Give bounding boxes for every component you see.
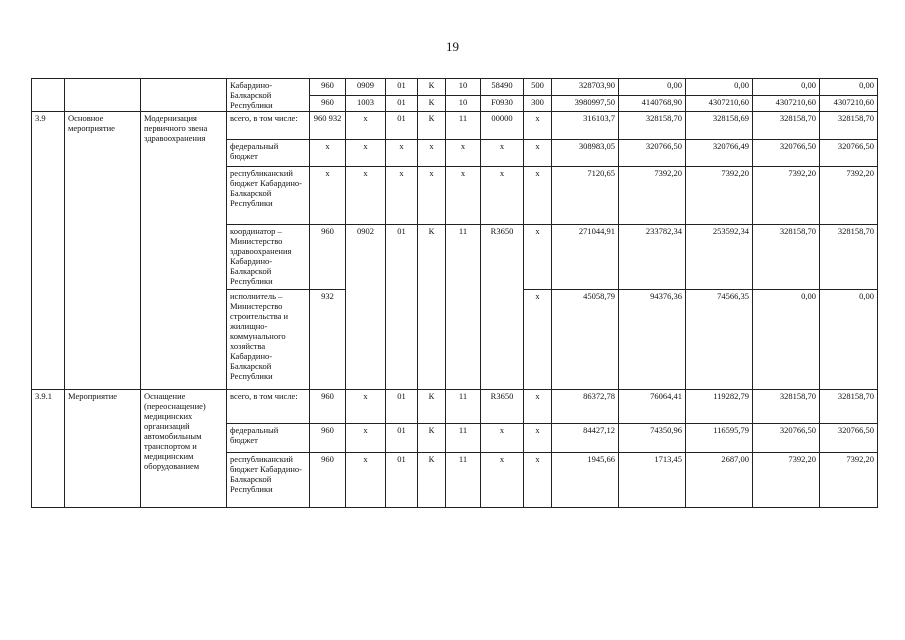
type-cell: Основное мероприятие [65,112,141,390]
code-c-cell: 11 [446,225,481,390]
value-cell: 271044,91 [552,225,619,290]
value-cell: 2687,00 [686,453,753,508]
value-cell: 320766,50 [619,140,686,167]
grbs-cell: 960 932 [310,112,346,140]
table-row [32,390,878,424]
code-c-cell: x [446,167,481,225]
value-cell: 328158,69 [686,112,753,140]
value-cell: 320766,50 [820,424,878,453]
desc-cell: исполнитель – Министерство строительства и жилищно-коммунального хозяйства Кабардино-Балкарской Республики [227,290,310,390]
value-cell: 328158,70 [753,112,820,140]
csr-cell: x [481,167,524,225]
vr-cell: x [524,424,552,453]
code-a-cell: 01 [386,453,418,508]
code-a-cell: x [386,167,418,225]
value-cell: 328158,70 [753,225,820,290]
value-cell: 0,00 [619,79,686,96]
csr-cell: R3650 [481,390,524,424]
value-cell: 328158,70 [820,225,878,290]
value-cell: 116595,79 [686,424,753,453]
value-cell: 4140768,90 [619,95,686,112]
value-cell: 7392,20 [753,167,820,225]
value-cell: 320766,50 [753,140,820,167]
vr-cell: x [524,140,552,167]
table-row [32,79,878,96]
code-b-cell: К [418,390,446,424]
csr-cell: F0930 [481,95,524,112]
vr-cell: x [524,167,552,225]
code-a-cell: 01 [386,390,418,424]
grbs-cell: 960 [310,453,346,508]
vr-cell: x [524,290,552,390]
rz-cell: 0902 [346,225,386,390]
value-cell: 7392,20 [619,167,686,225]
desc-cell: республиканский бюджет Кабардино-Балкарской Республики [227,453,310,508]
code-a-cell: 01 [386,424,418,453]
budget-table [31,78,878,508]
csr-cell: 00000 [481,112,524,140]
vr-cell: x [524,453,552,508]
type-cell [65,79,141,112]
value-cell: 45058,79 [552,290,619,390]
grbs-cell: 960 [310,79,346,96]
rz-cell: x [346,453,386,508]
name-cell [141,79,227,112]
value-cell: 320766,50 [820,140,878,167]
grbs-cell: 932 [310,290,346,390]
vr-cell: 500 [524,79,552,96]
value-cell: 0,00 [686,79,753,96]
desc-cell: Кабардино-Балкарской Республики [227,79,310,112]
value-cell: 76064,41 [619,390,686,424]
value-cell: 0,00 [753,79,820,96]
rz-cell: x [346,424,386,453]
value-cell: 328158,70 [619,112,686,140]
csr-cell: x [481,453,524,508]
code-c-cell: 11 [446,112,481,140]
value-cell: 308983,05 [552,140,619,167]
value-cell: 4307210,60 [753,95,820,112]
code-b-cell: К [418,225,446,390]
grbs-cell: x [310,167,346,225]
code-b-cell: К [418,424,446,453]
vr-cell: x [524,112,552,140]
value-cell: 1713,45 [619,453,686,508]
code-b-cell: К [418,112,446,140]
value-cell: 316103,7 [552,112,619,140]
num-cell: 3.9.1 [32,390,65,508]
desc-cell: координатор – Министерство здравоохранения Кабардино-Балкарской Республики [227,225,310,290]
num-cell [32,79,65,112]
code-c-cell: 10 [446,79,481,96]
value-cell: 86372,78 [552,390,619,424]
code-c-cell: 11 [446,390,481,424]
csr-cell: x [481,424,524,453]
grbs-cell: x [310,140,346,167]
rz-cell: 0909 [346,79,386,96]
rz-cell: x [346,140,386,167]
name-cell: Оснащение (переоснащение) медицинских организаций автомобильным транспортом и медицинским оборудованием [141,390,227,508]
code-c-cell: 10 [446,95,481,112]
code-b-cell: К [418,79,446,96]
desc-cell: республиканский бюджет Кабардино-Балкарской Республики [227,167,310,225]
value-cell: 4307210,60 [820,95,878,112]
value-cell: 7392,20 [686,167,753,225]
grbs-cell: 960 [310,225,346,290]
code-b-cell: x [418,140,446,167]
value-cell: 7392,20 [820,167,878,225]
csr-cell: R3650 [481,225,524,390]
rz-cell: x [346,390,386,424]
grbs-cell: 960 [310,390,346,424]
value-cell: 0,00 [820,79,878,96]
grbs-cell: 960 [310,95,346,112]
value-cell: 320766,49 [686,140,753,167]
desc-cell: федеральный бюджет [227,140,310,167]
code-a-cell: 01 [386,95,418,112]
code-a-cell: 01 [386,112,418,140]
value-cell: 84427,12 [552,424,619,453]
num-cell: 3.9 [32,112,65,390]
value-cell: 328703,90 [552,79,619,96]
desc-cell: федеральный бюджет [227,424,310,453]
value-cell: 94376,36 [619,290,686,390]
value-cell: 7392,20 [820,453,878,508]
code-c-cell: x [446,140,481,167]
code-c-cell: 11 [446,453,481,508]
value-cell: 233782,34 [619,225,686,290]
value-cell: 0,00 [753,290,820,390]
desc-cell: всего, в том числе: [227,112,310,140]
vr-cell: x [524,390,552,424]
value-cell: 328158,70 [820,390,878,424]
value-cell: 74566,35 [686,290,753,390]
value-cell: 328158,70 [753,390,820,424]
grbs-cell: 960 [310,424,346,453]
value-cell: 253592,34 [686,225,753,290]
code-b-cell: К [418,95,446,112]
value-cell: 7120,65 [552,167,619,225]
value-cell: 328158,70 [820,112,878,140]
page-number: 19 [446,39,459,54]
code-a-cell: x [386,140,418,167]
code-a-cell: 01 [386,225,418,390]
code-c-cell: 11 [446,424,481,453]
value-cell: 3980997,50 [552,95,619,112]
value-cell: 320766,50 [753,424,820,453]
value-cell: 74350,96 [619,424,686,453]
type-cell: Мероприятие [65,390,141,508]
csr-cell: 58490 [481,79,524,96]
rz-cell: x [346,112,386,140]
vr-cell: x [524,225,552,290]
value-cell: 4307210,60 [686,95,753,112]
vr-cell: 300 [524,95,552,112]
code-b-cell: x [418,167,446,225]
value-cell: 1945,66 [552,453,619,508]
value-cell: 7392,20 [753,453,820,508]
code-a-cell: 01 [386,79,418,96]
value-cell: 119282,79 [686,390,753,424]
csr-cell: x [481,140,524,167]
table-row [32,112,878,140]
value-cell: 0,00 [820,290,878,390]
desc-cell: всего, в том числе: [227,390,310,424]
rz-cell: x [346,167,386,225]
code-b-cell: К [418,453,446,508]
rz-cell: 1003 [346,95,386,112]
name-cell: Модернизация первичного звена здравоохранения [141,112,227,390]
